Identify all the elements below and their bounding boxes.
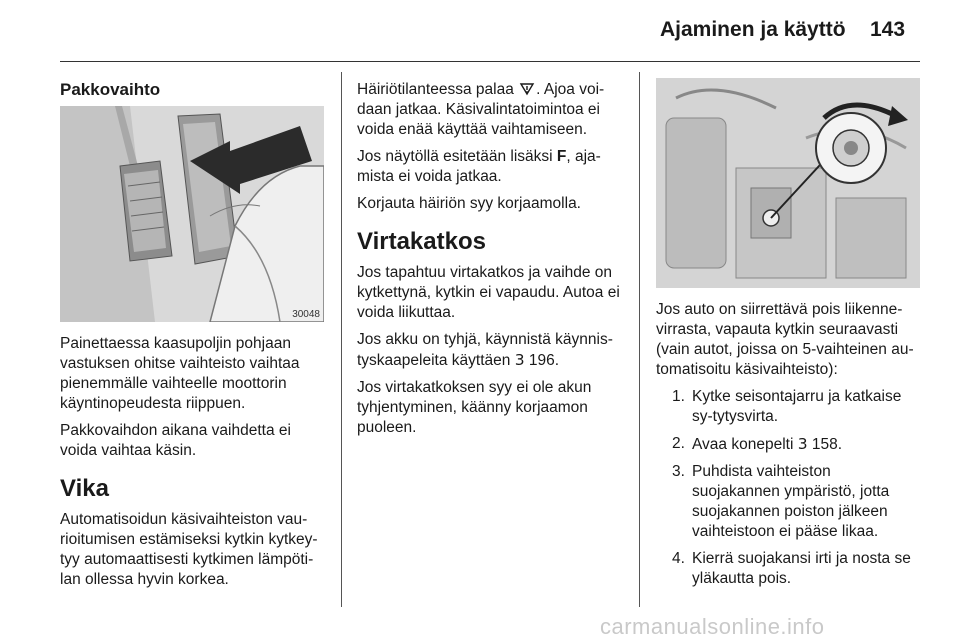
page-number: 143 (870, 18, 906, 41)
column-1-body (60, 334, 328, 597)
gearbox-illustration (656, 78, 920, 288)
list-item: 2. Avaa konepelti 3 158. (672, 435, 843, 453)
paragraph-repair: Korjauta häiriön syy korjaamolla. (357, 195, 581, 212)
list-item (656, 387, 922, 427)
step-number: 3. (672, 463, 685, 480)
battery-text-pre: Jos akku on tyhjä, käynnistä käynnis-tyskaapeleita käyttäen (357, 331, 613, 369)
pedal-illustration-graphic (60, 106, 324, 322)
paragraph-release-clutch-intro: Jos auto on siirrettävä pois liikenne-virrasta, vapauta kytkin seuraavasti (vain autot, joissa on 5-vaihteinen au-tomatisoitu käsivaihteisto): (656, 301, 914, 378)
step-text: Puhdista vaihteiston suojakannen ympäristö, jotta suojakannen poiston jälkeen vaihteistoon ei pääse likaa. (692, 463, 890, 540)
column-divider-1 (341, 72, 342, 607)
step-number: 2. (672, 435, 685, 452)
paragraph-workshop: Jos virtakatkoksen syy ei ole akun tyhjentyminen, käänny korjaamon puoleen. (357, 379, 592, 436)
figure-number: 30048 (292, 309, 320, 320)
fault-text-pre: Häiriötilanteessa palaa (357, 81, 514, 98)
f-symbol: F (556, 148, 567, 165)
paragraph-kickdown: Painettaessa kaasupoljin pohjaan vastuksen ohitse vaihteisto vaihtaa pienemmälle vaihteelle moottorin käyntinopeudesta riippuen. (60, 335, 300, 412)
page-ref-196[interactable]: 196 (528, 352, 555, 369)
step-text: Kierrä suojakansi irti ja nosta se yläkautta pois. (692, 550, 911, 587)
step-text: Avaa konepelti (692, 436, 794, 453)
f-display-text-pre: Jos näytöllä esitetään lisäksi (357, 148, 553, 165)
step-number: 1. (672, 388, 685, 405)
paragraph-fault-indicator (357, 80, 625, 140)
release-steps-list (656, 387, 922, 589)
paragraph-battery: Jos akku on tyhjä, käynnistä käynnis-tyskaapeleita käyttäen 3 196. (357, 331, 613, 369)
column-divider-2 (639, 72, 640, 607)
list-item (656, 549, 922, 589)
gearbox-fault-icon (518, 82, 536, 96)
watermark: carmanualsonline.info (600, 614, 825, 639)
list-item (656, 462, 922, 542)
fault-text-post: . Ajoa voi-daan jatkaa. Käsivalintatoimintoa ei voida enää käyttää vaihtamiseen. (357, 81, 605, 138)
column-3-body (656, 300, 922, 596)
heading-virtakatkos: Virtakatkos (357, 228, 486, 255)
paragraph-f-display (357, 147, 625, 187)
paragraph-power-failure: Jos tapahtuu virtakatkos ja vaihde on kytkettynä, kytkin ei vapaudu. Autoa ei voida liikuttaa. (357, 264, 620, 321)
f-display-text-post: , aja-mista ei voida jatkaa. (357, 148, 601, 185)
paragraph-kickdown-manual: Pakkovaihdon aikana vaihdetta ei voida vaihtaa käsin. (60, 422, 291, 459)
column-1 (60, 80, 328, 107)
step-number: 4. (672, 550, 685, 567)
pedal-illustration (60, 106, 324, 322)
page-ref-icon: 3 (797, 435, 808, 453)
paragraph-vika: Automatisoidun käsivaihteiston vau-rioitumisen estämiseksi kytkin kytkey-tyy automaattisesti kytkimen lämpöti-lan ollessa hyvin korkea. (60, 511, 318, 588)
section-title-pakkovaihto: Pakkovaihto (60, 80, 161, 99)
heading-vika: Vika (60, 475, 109, 502)
gearbox-illustration-graphic (656, 78, 920, 288)
page-ref-icon: 3 (514, 351, 525, 369)
step-text: Kytke seisontajarru ja katkaise sy-tytysvirta. (692, 388, 902, 425)
column-2 (357, 80, 625, 445)
page-ref-158[interactable]: 158 (811, 436, 838, 453)
header-rule (60, 61, 920, 62)
running-header-title: Ajaminen ja käyttö (660, 18, 846, 41)
